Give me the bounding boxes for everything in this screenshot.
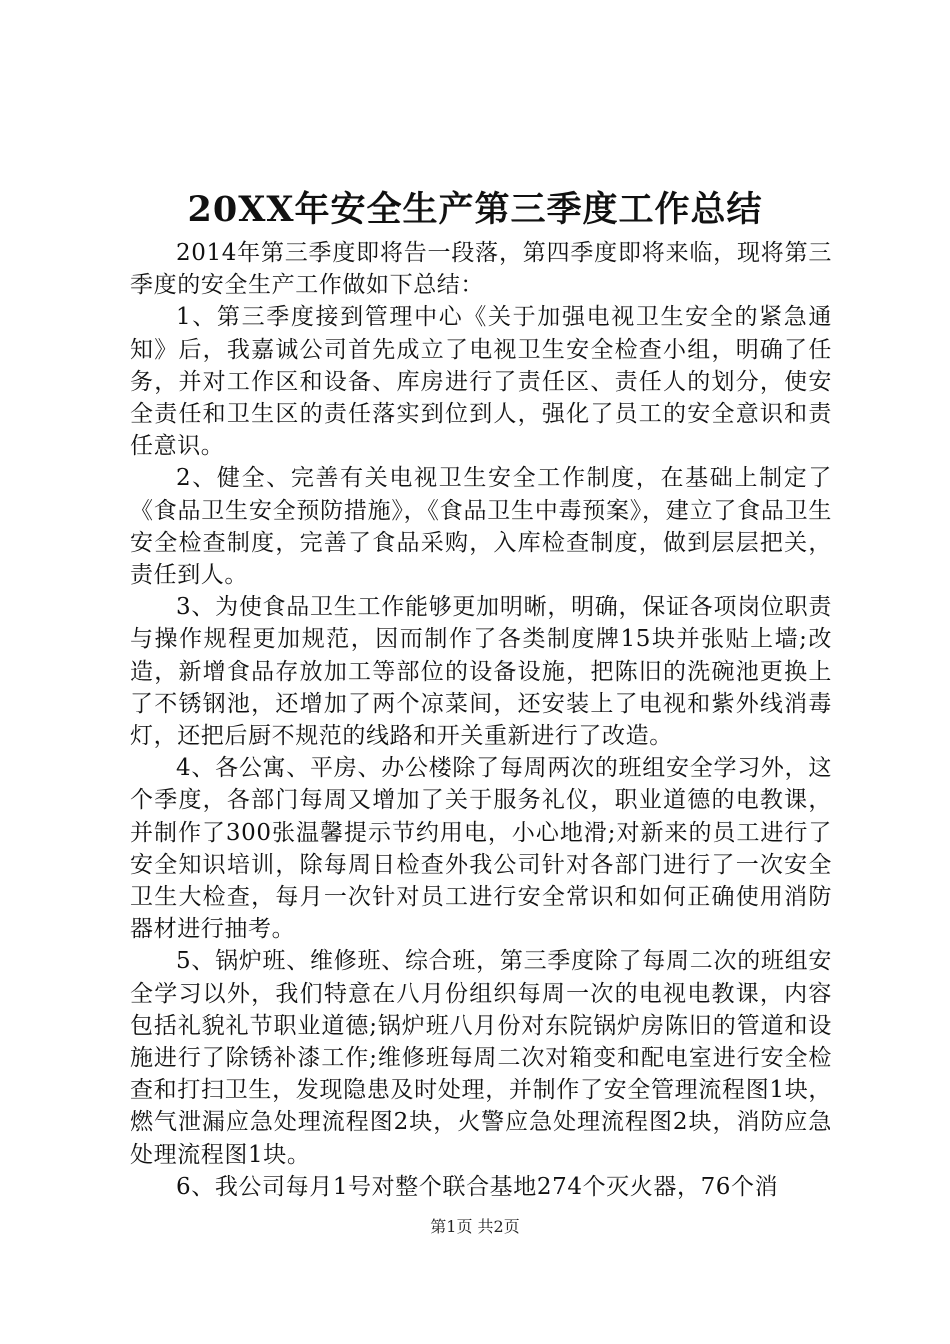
paragraph-2: 2、健全、完善有关电视卫生安全工作制度，在基础上制定了《食品卫生安全预防措施》，《食品卫生中毒预案》，建立了食品卫生安全检查制度，完善了食品采购，入库检查制度，做到层层把关，责任到人。 (130, 465, 832, 589)
page-footer: 第1页 共2页 (430, 1217, 520, 1236)
paragraph-3: 3、为使食品卫生工作能够更加明晰，明确，保证各项岗位职责与操作规程更加规范，因而制作了各类制度牌15块并张贴上墙;改造，新增食品存放加工等部位的设备设施，把陈旧的洗碗池更换上了不锈钢池，还增加了两个凉菜间，还安装上了电视和紫外线消毒灯，还把后厨不规范的线路和开关重新进行了改造。 (130, 594, 832, 750)
paragraph-1: 1、第三季度接到管理中心《关于加强电视卫生安全的紧急通知》后，我嘉诚公司首先成立了电视卫生安全检查小组，明确了任务，并对工作区和设备、库房进行了责任区、责任人的划分，使安全责任和卫生区的责任落实到位到人，强化了员工的安全意识和责任意识。 (130, 304, 832, 460)
paragraph-5: 5、锅炉班、维修班、综合班，第三季度除了每周二次的班组安全学习以外，我们特意在八月份组织每周一次的电视电教课，内容包括礼貌礼节职业道德;锅炉班八月份对东院锅炉房陈旧的管道和设施进行了除锈补漆工作;维修班每周二次对箱变和配电室进行安全检查和打扫卫生，发现隐患及时处理，并制作了安全管理流程图1块，燃气泄漏应急处理流程图2块，火警应急处理流程图2块，消防应急处理流程图1块。 (130, 948, 832, 1168)
document-body (130, 237, 832, 1203)
paragraph-intro: 2014年第三季度即将告一段落，第四季度即将来临，现将第三季度的安全生产工作做如下总结： (130, 240, 832, 299)
paragraph-4: 4、各公寓、平房、办公楼除了每周两次的班组安全学习外，这个季度，各部门每周又增加了关于服务礼仪，职业道德的电教课，并制作了300张温馨提示节约用电，小心地滑;对新来的员工进行了安全知识培训，除每周日检查外我公司针对各部门进行了一次安全卫生大检查，每月一次针对员工进行安全常识和如何正确使用消防器材进行抽考。 (130, 755, 832, 943)
paragraph-6: 6、我公司每月1号对整个联合基地274个灭火器，76个消 (176, 1173, 779, 1200)
document-title: 20XX年安全生产第三季度工作总结 (187, 189, 763, 230)
